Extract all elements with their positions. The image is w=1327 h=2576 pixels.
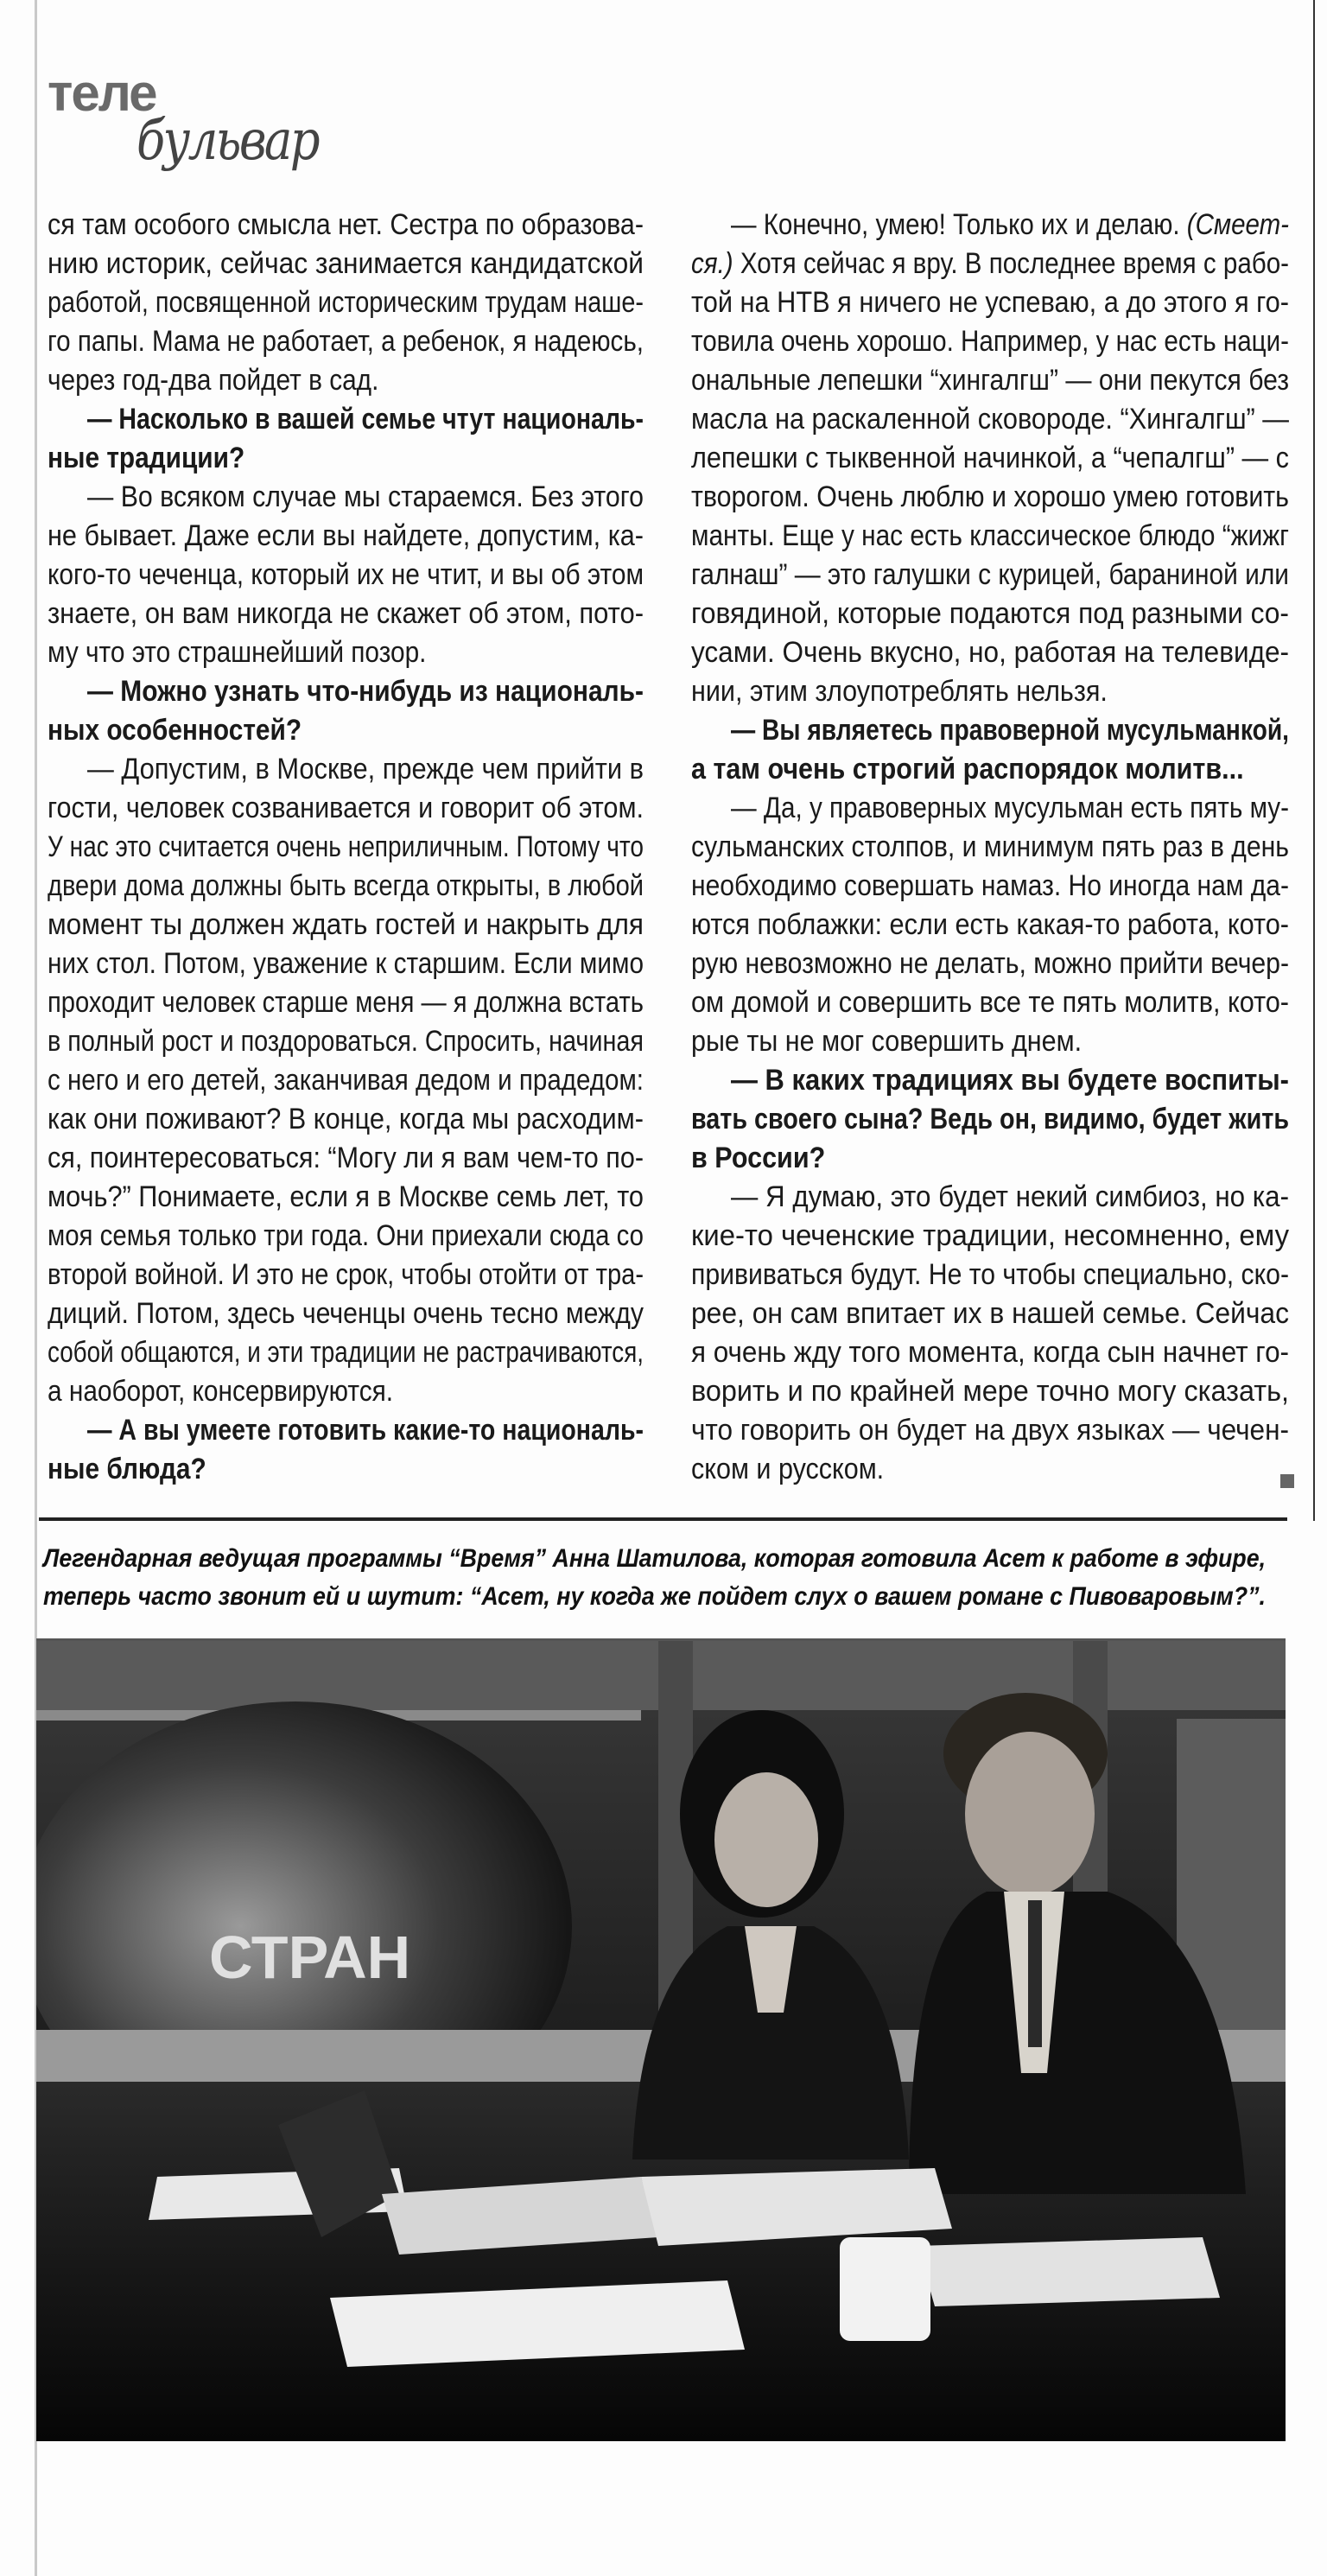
answer-line <box>691 1372 1289 1411</box>
answer-line <box>48 789 644 828</box>
line-text: диций. Потом, здесь чеченцы очень тесно между <box>48 1297 644 1330</box>
line-text: сульманских столпов, и минимум пять раз в день <box>691 830 1289 863</box>
answer-line <box>691 206 1289 245</box>
line-text: — Во всяком случае мы стараемся. Без этого <box>87 480 644 513</box>
answer-line <box>691 245 1289 283</box>
question-line <box>48 400 644 439</box>
line-text: кие-то чеченские традиции, несомненно, ему <box>691 1219 1289 1252</box>
article-column-right <box>691 206 1289 1489</box>
answer-line <box>48 1100 644 1139</box>
line-text: прививаться будут. Не то чтобы специально, ско- <box>691 1258 1289 1291</box>
line-text: — Насколько в вашей семье чтут националь- <box>87 403 644 436</box>
answer-line <box>691 556 1289 595</box>
answer-line <box>691 439 1289 478</box>
line-text: с него и его детей, заканчивая дедом и прадедом: <box>48 1064 644 1097</box>
question-line <box>691 1061 1289 1100</box>
answer-line <box>691 983 1289 1022</box>
line-text: галнаш” — это галушки с курицей, бараниной или <box>691 558 1289 591</box>
question-line <box>48 1411 644 1450</box>
answer-line <box>48 517 644 556</box>
text-run: — Конечно, умею! Только их и делаю. <box>731 208 1187 241</box>
answer-line <box>48 206 644 245</box>
question-line <box>691 711 1289 750</box>
question-line <box>48 1450 644 1489</box>
line-text: а там очень строгий распорядок молитв... <box>691 753 1244 786</box>
answer-line <box>691 1450 1289 1489</box>
line-text: — В каких традициях вы будете воспиты- <box>731 1064 1289 1097</box>
line-text <box>731 206 1289 245</box>
line-text: му что это страшнейший позор. <box>48 636 427 669</box>
italic-remark: (Смеет- <box>1186 208 1289 241</box>
answer-line <box>48 1139 644 1178</box>
line-text: рые ты не мог совершить днем. <box>691 1025 1083 1058</box>
answer-line <box>691 478 1289 517</box>
line-text: кого-то чеченца, который их не чтит, и вы об этом <box>48 558 644 591</box>
question-line <box>48 672 644 711</box>
line-text: ются поблажки: если есть какая-то работа, кото- <box>691 908 1289 941</box>
line-text: ворить и по крайней мере точно могу сказать, <box>691 1375 1289 1408</box>
line-text: как они поживают? В конце, когда мы расходим- <box>48 1103 644 1135</box>
line-text: усами. Очень вкусно, но, работая на телевиде- <box>691 636 1289 669</box>
answer-line <box>691 1256 1289 1294</box>
logo-bulvar: бульвар <box>137 109 319 173</box>
line-text: двери дома должны быть всегда открыты, в любой <box>48 869 644 902</box>
line-text: вать своего сына? Ведь он, видимо, будет жить <box>691 1103 1289 1135</box>
line-text: го папы. Мама не работает, а ребенок, я надеюсь, <box>48 325 644 358</box>
answer-line <box>48 983 644 1022</box>
line-text: мочь?” Понимаете, если я в Москве семь лет, то <box>48 1180 644 1213</box>
answer-line <box>691 361 1289 400</box>
question-line <box>691 1100 1289 1139</box>
line-text: необходимо совершать намаз. Но иногда нам да- <box>691 869 1289 902</box>
line-text: рее, он сам впитает их в нашей семье. Сейчас <box>691 1297 1289 1330</box>
line-text: нию историк, сейчас занимается кандидатской <box>48 247 644 280</box>
line-text: ся, поинтересоваться: “Могу ли я вам чем-то по- <box>48 1142 644 1174</box>
line-text: ом домой и совершить все те пять молитв, кото- <box>691 986 1289 1019</box>
answer-line <box>691 1217 1289 1256</box>
answer-line <box>48 1022 644 1061</box>
answer-line <box>48 750 644 789</box>
line-text: лепешки с тыквенной начинкой, а “чепалгш” — с <box>691 442 1289 474</box>
answer-line <box>691 672 1289 711</box>
line-text: в полный рост и поздороваться. Спросить, начиная <box>48 1025 644 1058</box>
answer-line <box>48 906 644 945</box>
answer-line <box>691 1178 1289 1217</box>
photo-caption <box>43 1540 1287 1616</box>
answer-line <box>691 400 1289 439</box>
answer-line <box>691 283 1289 322</box>
answer-line <box>48 595 644 633</box>
answer-line <box>691 789 1289 828</box>
answer-line <box>48 867 644 906</box>
answer-line <box>691 595 1289 633</box>
caption-line: Легендарная ведущая программы “Время” Анна Шатилова, которая готовила Асет к работе в эфире, <box>43 1544 1266 1573</box>
answer-line <box>691 1294 1289 1333</box>
line-text: работой, посвященной историческим трудам наше- <box>48 286 644 319</box>
line-text: ных особенностей? <box>48 714 302 747</box>
answer-line <box>48 245 644 283</box>
answer-line <box>691 1022 1289 1061</box>
studio-photo <box>36 1638 1286 2441</box>
line-text: ональные лепешки “хингалгш” — они пекутся без <box>691 364 1289 397</box>
answer-line <box>48 283 644 322</box>
line-text: товила очень хорошо. Например, у нас есть наци- <box>691 325 1289 358</box>
italic-remark: ся.) <box>691 247 733 280</box>
line-text: гости, человек созванивается и говорит об этом. <box>48 792 644 824</box>
answer-line <box>48 478 644 517</box>
answer-line <box>48 1061 644 1100</box>
answer-line <box>691 1411 1289 1450</box>
line-text: а наоборот, консервируются. <box>48 1375 394 1408</box>
screen-text: СТРАН <box>209 1924 411 1991</box>
answer-line <box>48 1178 644 1217</box>
answer-line <box>48 1294 644 1333</box>
text-run: Хотя сейчас я вру. В последнее время с рабо- <box>733 247 1289 280</box>
question-line <box>48 439 644 478</box>
line-text: манты. Еще у нас есть классическое блюдо “жижг <box>691 519 1289 552</box>
line-text: через год-два пойдет в сад. <box>48 364 379 397</box>
line-text: собой общаются, и эти традиции не растрачиваются, <box>48 1336 644 1369</box>
line-text: ся там особого смысла нет. Сестра по образова- <box>48 208 644 241</box>
line-text: той на НТВ я ничего не успеваю, а до этого я го- <box>691 286 1289 319</box>
line-text: второй войной. И это не срок, чтобы отойти от тра- <box>48 1258 644 1291</box>
line-text: знаете, он вам никогда не скажет об этом, пото- <box>48 597 644 630</box>
line-text: — Да, у правоверных мусульман есть пять му- <box>731 792 1289 824</box>
end-of-article-square <box>1280 1474 1294 1488</box>
line-text: ском и русском. <box>691 1453 885 1485</box>
line-text: не бывает. Даже если вы найдете, допустим, ка- <box>48 519 644 552</box>
answer-line <box>691 1333 1289 1372</box>
line-text: творогом. Очень люблю и хорошо умею готовить <box>691 480 1289 513</box>
answer-line <box>48 361 644 400</box>
line-text: что говорить он будет на двух языках — чечен- <box>691 1414 1289 1447</box>
caption-line: теперь часто звонит ей и шутит: “Асет, ну когда же пойдет слух о вашем романе с Пивоваровым?”. <box>43 1582 1266 1611</box>
line-text: — Вы являетесь правоверной мусульманкой, <box>731 714 1289 747</box>
line-text: — Допустим, в Москве, прежде чем прийти в <box>87 753 644 786</box>
logo-tele: теле <box>48 64 156 122</box>
line-text: — А вы умеете готовить какие-то националь- <box>87 1414 644 1447</box>
line-text: момент ты должен ждать гостей и накрыть для <box>48 908 644 941</box>
answer-line <box>691 828 1289 867</box>
line-text: масла на раскаленной сковороде. “Хингалгш” — <box>691 403 1289 436</box>
answer-line <box>48 1372 644 1411</box>
line-text: проходит человек старше меня — я должна встать <box>48 986 644 1019</box>
answer-line <box>48 1256 644 1294</box>
line-text: них стол. Потом, уважение к старшим. Если мимо <box>48 947 644 980</box>
line-text: ные блюда? <box>48 1453 206 1485</box>
article-column-left <box>48 206 644 1489</box>
line-text <box>691 245 1289 283</box>
line-text: я очень жду того момента, когда сын начнет го- <box>691 1336 1289 1369</box>
answer-line <box>48 1333 644 1372</box>
line-text: — Можно узнать что-нибудь из националь- <box>87 675 644 708</box>
line-text: моя семья только три года. Они приехали сюда со <box>48 1219 644 1252</box>
answer-line <box>691 945 1289 983</box>
line-text: рую невозможно не делать, можно прийти вечер- <box>691 947 1289 980</box>
divider <box>39 1517 1287 1521</box>
line-text: — Я думаю, это будет некий симбиоз, но ка- <box>731 1180 1289 1213</box>
line-text: ные традиции? <box>48 442 245 474</box>
answer-line <box>691 633 1289 672</box>
question-line <box>48 711 644 750</box>
answer-line <box>691 867 1289 906</box>
question-line <box>691 750 1289 789</box>
line-text: в России? <box>691 1142 826 1174</box>
question-line <box>691 1139 1289 1178</box>
answer-line <box>48 322 644 361</box>
answer-line <box>691 322 1289 361</box>
line-text: говядиной, которые подаются под разными со- <box>691 597 1289 630</box>
line-text: У нас это считается очень неприличным. Потому что <box>48 830 644 863</box>
answer-line <box>48 633 644 672</box>
line-text: нии, этим злоупотреблять нельзя. <box>691 675 1108 708</box>
answer-line <box>691 517 1289 556</box>
answer-line <box>48 828 644 867</box>
answer-line <box>48 556 644 595</box>
answer-line <box>48 1217 644 1256</box>
answer-line <box>48 945 644 983</box>
answer-line <box>691 906 1289 945</box>
